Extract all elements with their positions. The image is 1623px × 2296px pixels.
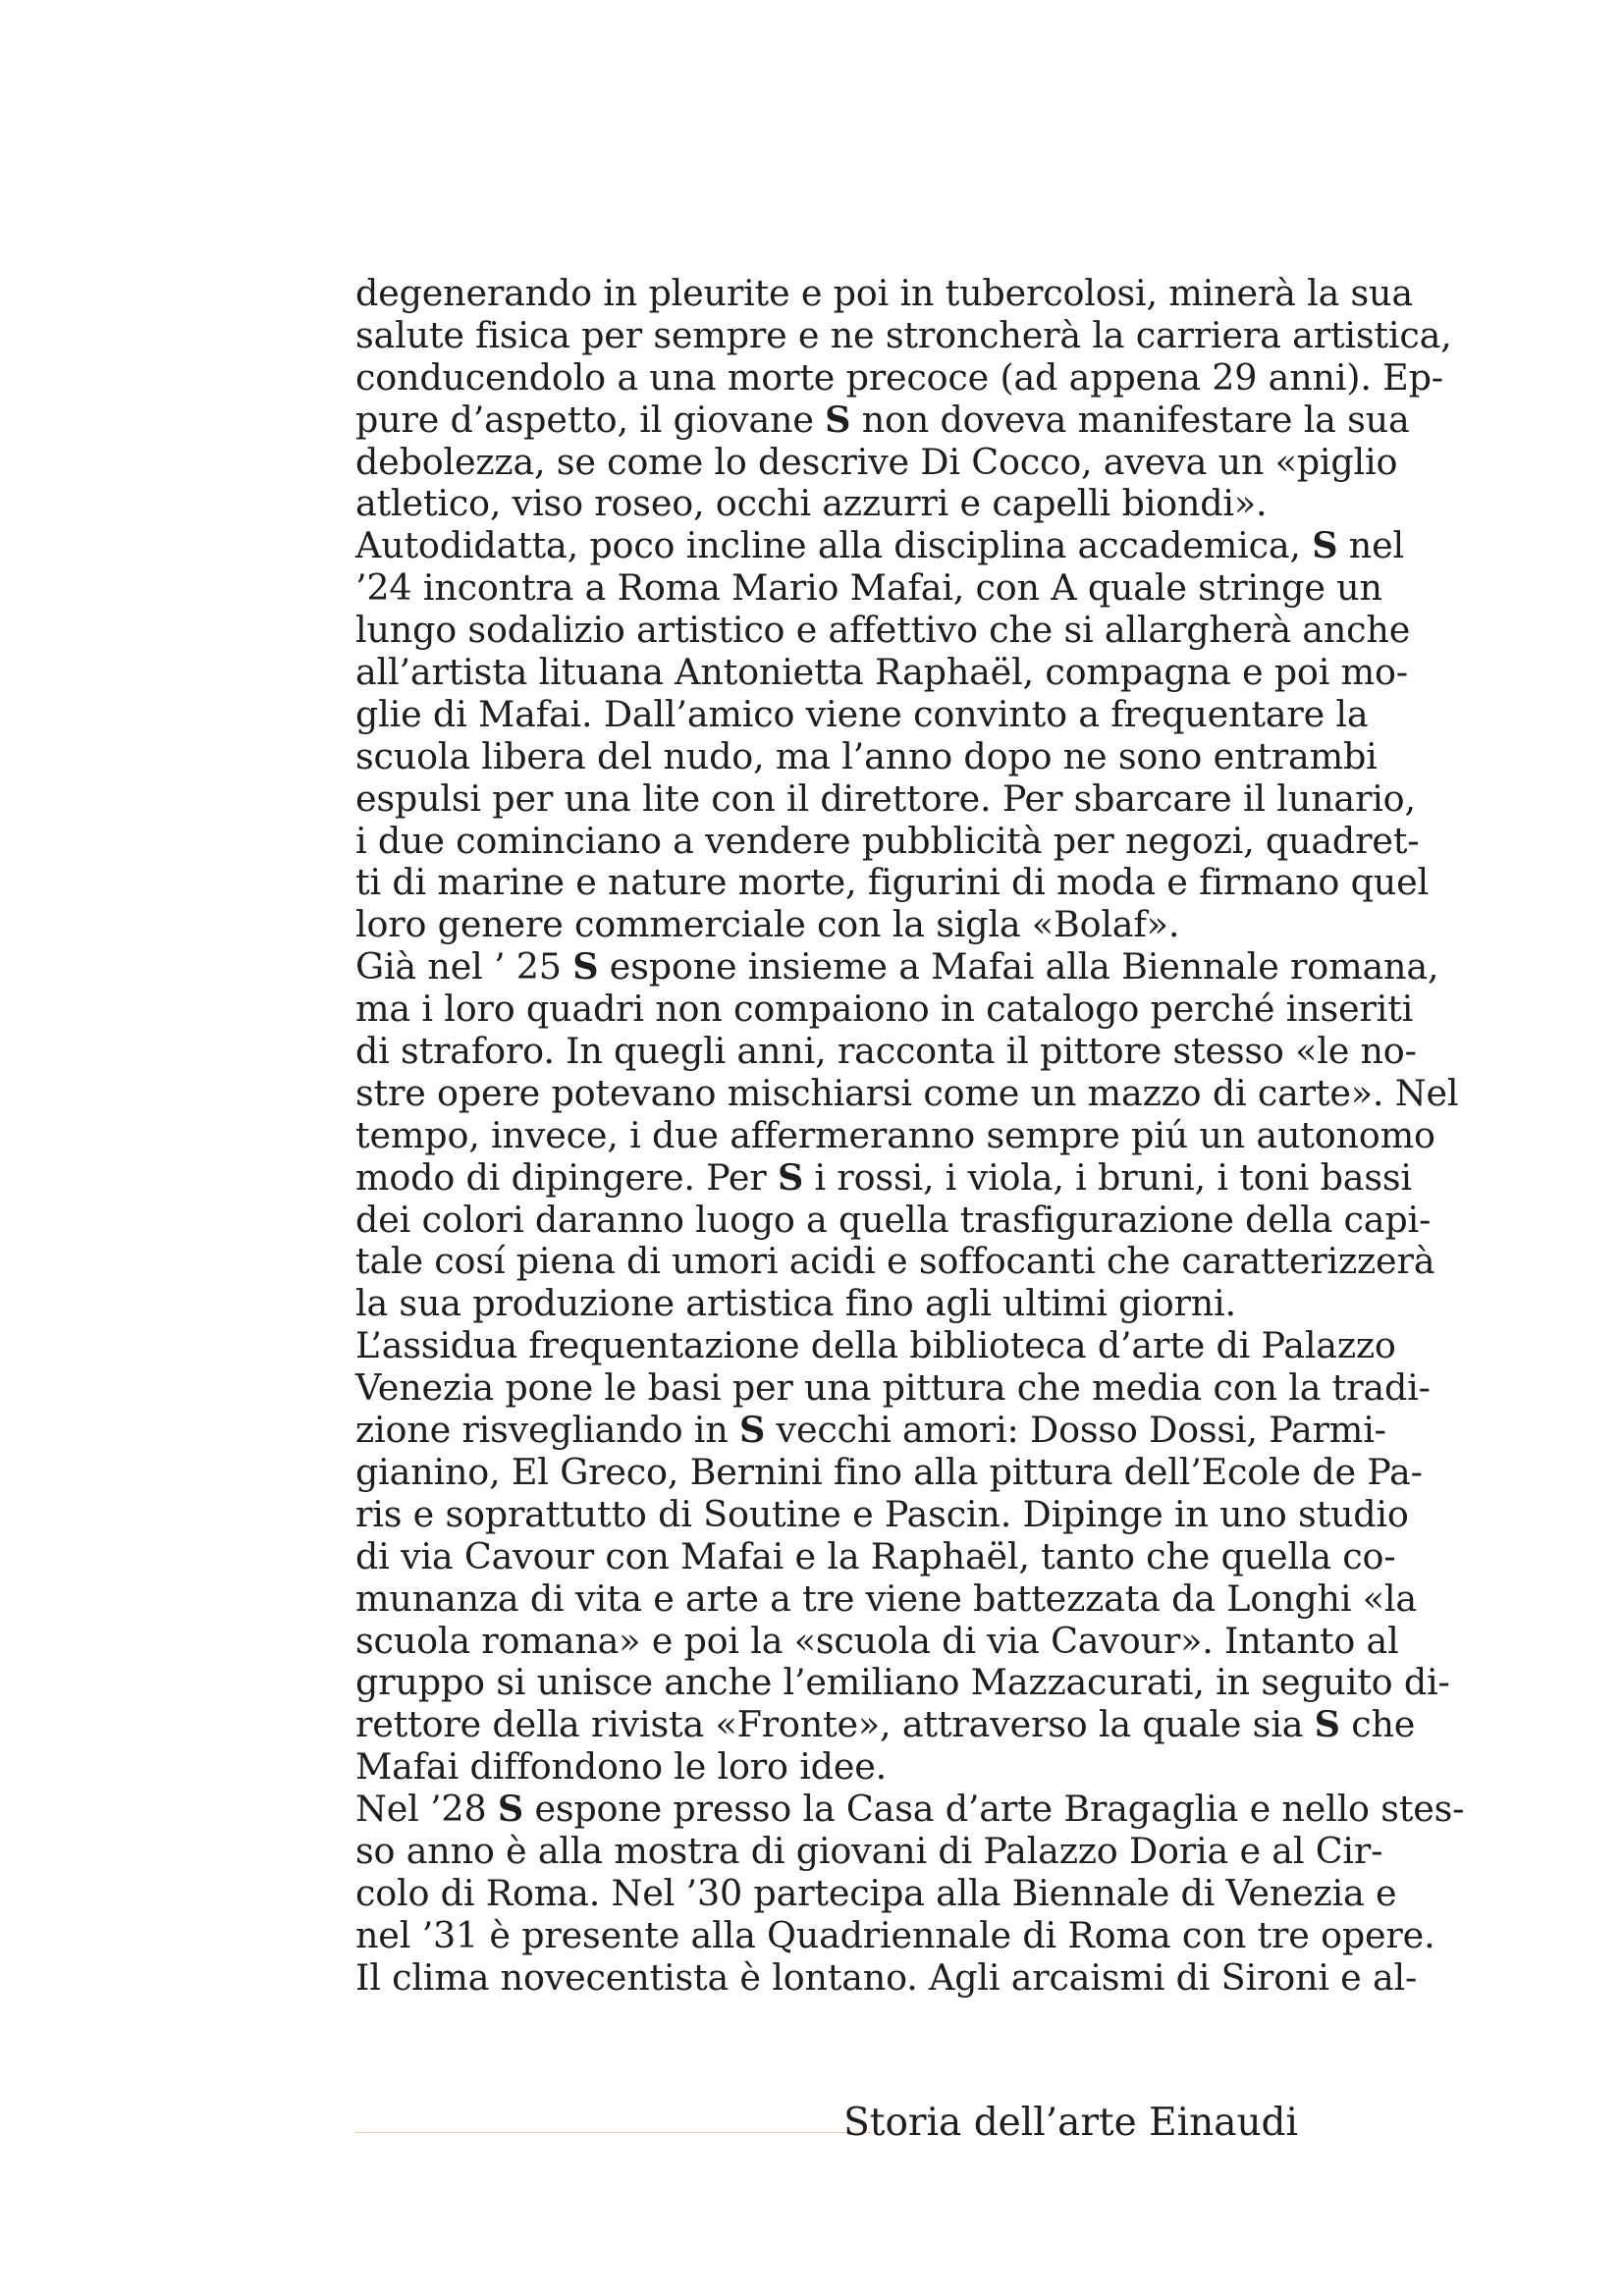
text-line: gruppo si unisce anche l’emiliano Mazzacurati, in seguito di-: [355, 1661, 1450, 1704]
text-line: atletico, viso roseo, occhi azzurri e capelli biondi».: [355, 482, 1268, 525]
text-line: ris e soprattutto di Soutine e Pascin. Dipinge in uno studio: [355, 1492, 1409, 1535]
text-line: degenerando in pleurite e poi in tubercolosi, minerà la sua: [355, 272, 1413, 314]
text-line: Venezia pone le basi per una pittura che media con la tradi-: [355, 1366, 1431, 1410]
text-line: tale cosí piena di umori acidi e soffocanti che caratterizzerà: [355, 1240, 1435, 1283]
text-line: lungo sodalizio artistico e affettivo che si allargherà anche: [355, 609, 1411, 652]
text-line: rettore della rivista «Fronte», attraverso la quale sia S che: [355, 1703, 1416, 1746]
text-line: pure d’aspetto, il giovane S non doveva manifestare la sua: [355, 398, 1410, 441]
text-line: Mafai diffondono le loro idee.: [355, 1745, 888, 1789]
text-line: ’24 incontra a Roma Mario Mafai, con A quale stringe un: [355, 566, 1382, 610]
text-line: colo di Roma. Nel ’30 partecipa alla Biennale di Venezia e: [355, 1871, 1397, 1914]
text-line: L’assidua frequentazione della biblioteca d’arte di Palazzo: [355, 1324, 1396, 1367]
text-line: ma i loro quadri non compaiono in catalogo perché inseriti: [355, 988, 1414, 1031]
text-line: so anno è alla mostra di giovani di Palazzo Doria e al Cir-: [355, 1829, 1383, 1872]
text-line: scuola romana» e poi la «scuola di via Cavour». Intanto al: [355, 1619, 1399, 1662]
text-line: i due cominciano a vendere pubblicità per negozi, quadret-: [355, 819, 1420, 862]
paragraph-3: [355, 945, 1459, 1325]
text-line: la sua produzione artistica fino agli ultimi giorni.: [355, 1282, 1236, 1325]
text-line: nel ’31 è presente alla Quadriennale di Roma con tre opere.: [355, 1913, 1435, 1956]
body-text: [355, 272, 1465, 2000]
text-line: modo di dipingere. Per S i rossi, i viola, i bruni, i toni bassi: [355, 1155, 1412, 1199]
footer-publication-title: Storia dell’arte Einaudi: [843, 2101, 1298, 2145]
text-line: Già nel ’ 25 S espone insieme a Mafai alla Biennale romana,: [355, 945, 1439, 988]
text-line: scuola libera del nudo, ma l’anno dopo ne sono entrambi: [355, 734, 1378, 777]
text-line: all’artista lituana Antonietta Raphaël, compagna e poi mo-: [355, 651, 1408, 694]
text-line: salute fisica per sempre e ne stroncherà la carriera artistica,: [355, 313, 1452, 356]
text-line: di straforo. In quegli anni, racconta il pittore stesso «le no-: [355, 1030, 1417, 1073]
text-line: espulsi per una lite con il direttore. Per sbarcare il lunario,: [355, 776, 1416, 820]
text-line: gianino, El Greco, Bernini fino alla pittura dell’Ecole de Pa-: [355, 1450, 1423, 1493]
text-line: conducendolo a una morte precoce (ad appena 29 anni). Ep-: [355, 355, 1443, 399]
text-line: Il clima novecentista è lontano. Agli arcaismi di Sironi e al-: [355, 1955, 1418, 1999]
text-line: tempo, invece, i due affermeranno sempre piú un autonomo: [355, 1113, 1435, 1156]
text-line: glie di Mafai. Dall’amico viene convinto a frequentare la: [355, 692, 1369, 735]
paragraph-5: [355, 1788, 1465, 1999]
text-line: Autodidatta, poco incline alla disciplina accademica, S nel: [355, 524, 1404, 567]
text-line: dei colori daranno luogo a quella trasfigurazione della capi-: [355, 1198, 1432, 1241]
paragraph-1: [355, 272, 1452, 525]
text-line: di via Cavour con Mafai e la Raphaël, tanto che quella co-: [355, 1534, 1396, 1577]
text-line: debolezza, se come lo descrive Di Cocco, aveva un «piglio: [355, 440, 1398, 483]
paragraph-2: [355, 524, 1429, 946]
footer-divider: [355, 2132, 870, 2133]
text-line: munanza di vita e arte a tre viene battezzata da Longhi «la: [355, 1576, 1417, 1620]
text-line: ti di marine e nature morte, figurini di moda e firmano quel: [355, 861, 1429, 904]
paragraph-4: [355, 1324, 1450, 1789]
text-line: loro genere commerciale con la sigla «Bolaf».: [355, 903, 1180, 946]
text-line: stre opere potevano mischiarsi come un mazzo di carte». Nel: [355, 1071, 1459, 1114]
text-line: Nel ’28 S espone presso la Casa d’arte Bragaglia e nello stes-: [355, 1788, 1465, 1831]
text-line: zione risvegliando in S vecchi amori: Dosso Dossi, Parmi-: [355, 1409, 1386, 1452]
